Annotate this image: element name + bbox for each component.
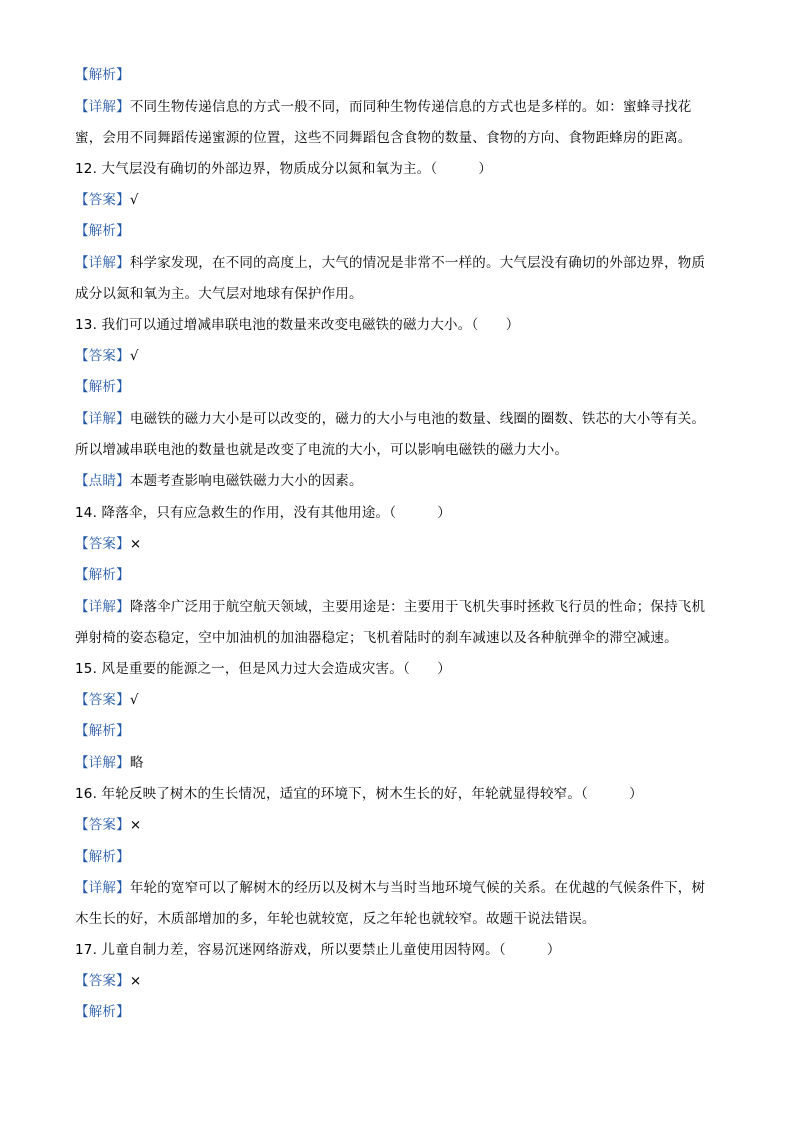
explanation-text: 弹射椅的姿态稳定，空中加油机的加油器稳定；飞机着陆时的刹车减速以及各种航弹伞的滞空减速。 xyxy=(75,630,678,646)
line-explanation-cont xyxy=(75,440,568,460)
line-explanation xyxy=(75,597,705,617)
explanation-tag: 【详解】 xyxy=(75,599,130,615)
answer-value: × xyxy=(129,536,142,552)
answer-value: √ xyxy=(129,692,139,708)
line-analysis-tag xyxy=(75,377,130,397)
analysis-tag: 【解析】 xyxy=(75,67,130,83)
answer-tag: 【答案】 xyxy=(75,692,130,708)
explanation-text: 降落伞广泛用于航空航天领域，主要用途是：主要用于飞机失事时拯救飞行员的性命；保持飞机 xyxy=(129,599,706,615)
line-answer xyxy=(75,815,141,835)
answer-tag: 【答案】 xyxy=(75,536,130,552)
line-explanation-cont xyxy=(75,284,363,304)
key-point-text: 本题考查影响电磁铁磁力大小的因素。 xyxy=(129,473,363,489)
line-answer xyxy=(75,534,141,554)
answer-value: √ xyxy=(129,192,139,208)
question-13 xyxy=(75,315,520,335)
question-text: 16. 年轮反映了树木的生长情况，适宜的环境下，树木生长的好，年轮就显得较窄。（ ） xyxy=(75,786,643,802)
analysis-tag: 【解析】 xyxy=(75,849,130,865)
line-analysis-tag xyxy=(75,221,130,241)
explanation-text: 电磁铁的磁力大小是可以改变的，磁力的大小与电池的数量、线圈的圈数、铁芯的大小等有关。 xyxy=(129,411,706,427)
line-analysis-tag xyxy=(75,847,130,867)
line-answer xyxy=(75,971,141,991)
answer-value: × xyxy=(129,817,142,833)
explanation-tag: 【详解】 xyxy=(75,255,130,271)
analysis-tag: 【解析】 xyxy=(75,567,130,583)
answer-tag: 【答案】 xyxy=(75,817,130,833)
explanation-text: 木生长的好，木质部增加的多，年轮也就较宽，反之年轮也就较窄。故题干说法错误。 xyxy=(75,911,596,927)
question-text: 15. 风是重要的能源之一，但是风力过大会造成灾害。（ ） xyxy=(75,661,452,677)
explanation-text: 略 xyxy=(129,755,144,771)
question-15 xyxy=(75,659,451,679)
line-analysis-tag xyxy=(75,65,130,85)
explanation-text: 成分以氮和氧为主。大气层对地球有保护作用。 xyxy=(75,286,363,302)
question-14 xyxy=(75,503,451,523)
answer-tag: 【答案】 xyxy=(75,348,130,364)
question-text: 14. 降落伞，只有应急救生的作用，没有其他用途。（ ） xyxy=(75,505,452,521)
explanation-text: 所以增减串联电池的数量也就是改变了电流的大小，可以影响电磁铁的磁力大小。 xyxy=(75,442,569,458)
explanation-text: 不同生物传递信息的方式一般不同，而同种生物传递信息的方式也是多样的。如：蜜蜂寻找花 xyxy=(129,99,692,115)
analysis-tag: 【解析】 xyxy=(75,223,130,239)
line-explanation-cont xyxy=(75,628,678,648)
explanation-tag: 【详解】 xyxy=(75,99,130,115)
explanation-tag: 【详解】 xyxy=(75,880,130,896)
answer-value: × xyxy=(129,973,142,989)
line-explanation-cont xyxy=(75,128,692,148)
line-explanation-cont xyxy=(75,909,596,929)
analysis-tag: 【解析】 xyxy=(75,723,130,739)
line-answer xyxy=(75,346,139,366)
analysis-tag: 【解析】 xyxy=(75,1004,130,1020)
question-text: 12. 大气层没有确切的外部边界，物质成分以氮和氧为主。（ ） xyxy=(75,161,493,177)
line-analysis-tag xyxy=(75,565,130,585)
question-text: 13. 我们可以通过增减串联电池的数量来改变电磁铁的磁力大小。（ ） xyxy=(75,317,520,333)
line-answer xyxy=(75,690,139,710)
line-explanation xyxy=(75,409,705,429)
question-text: 17. 儿童自制力差，容易沉迷网络游戏，所以要禁止儿童使用因特网。（ ） xyxy=(75,942,561,958)
explanation-text: 年轮的宽窄可以了解树木的经历以及树木与当时当地环境气候的关系。在优越的气候条件下，树 xyxy=(129,880,706,896)
line-analysis-tag xyxy=(75,721,130,741)
explanation-text: 蜜，会用不同舞蹈传递蜜源的位置，这些不同舞蹈包含食物的数量、食物的方向、食物距蜂房的距离。 xyxy=(75,130,692,146)
explanation-text: 科学家发现，在不同的高度上，大气的情况是非常不一样的。大气层没有确切的外部边界，物质 xyxy=(129,255,706,271)
analysis-tag: 【解析】 xyxy=(75,379,130,395)
key-point-tag: 【点睛】 xyxy=(75,473,130,489)
answer-tag: 【答案】 xyxy=(75,973,130,989)
question-12 xyxy=(75,159,492,179)
line-explanation xyxy=(75,97,692,117)
line-analysis-tag xyxy=(75,1002,130,1022)
answer-value: √ xyxy=(129,348,139,364)
explanation-tag: 【详解】 xyxy=(75,755,130,771)
line-key-point xyxy=(75,471,363,491)
question-17 xyxy=(75,940,561,960)
line-explanation xyxy=(75,753,144,773)
line-answer xyxy=(75,190,139,210)
line-explanation xyxy=(75,878,705,898)
line-explanation xyxy=(75,253,705,273)
explanation-tag: 【详解】 xyxy=(75,411,130,427)
answer-tag: 【答案】 xyxy=(75,192,130,208)
question-16 xyxy=(75,784,643,804)
